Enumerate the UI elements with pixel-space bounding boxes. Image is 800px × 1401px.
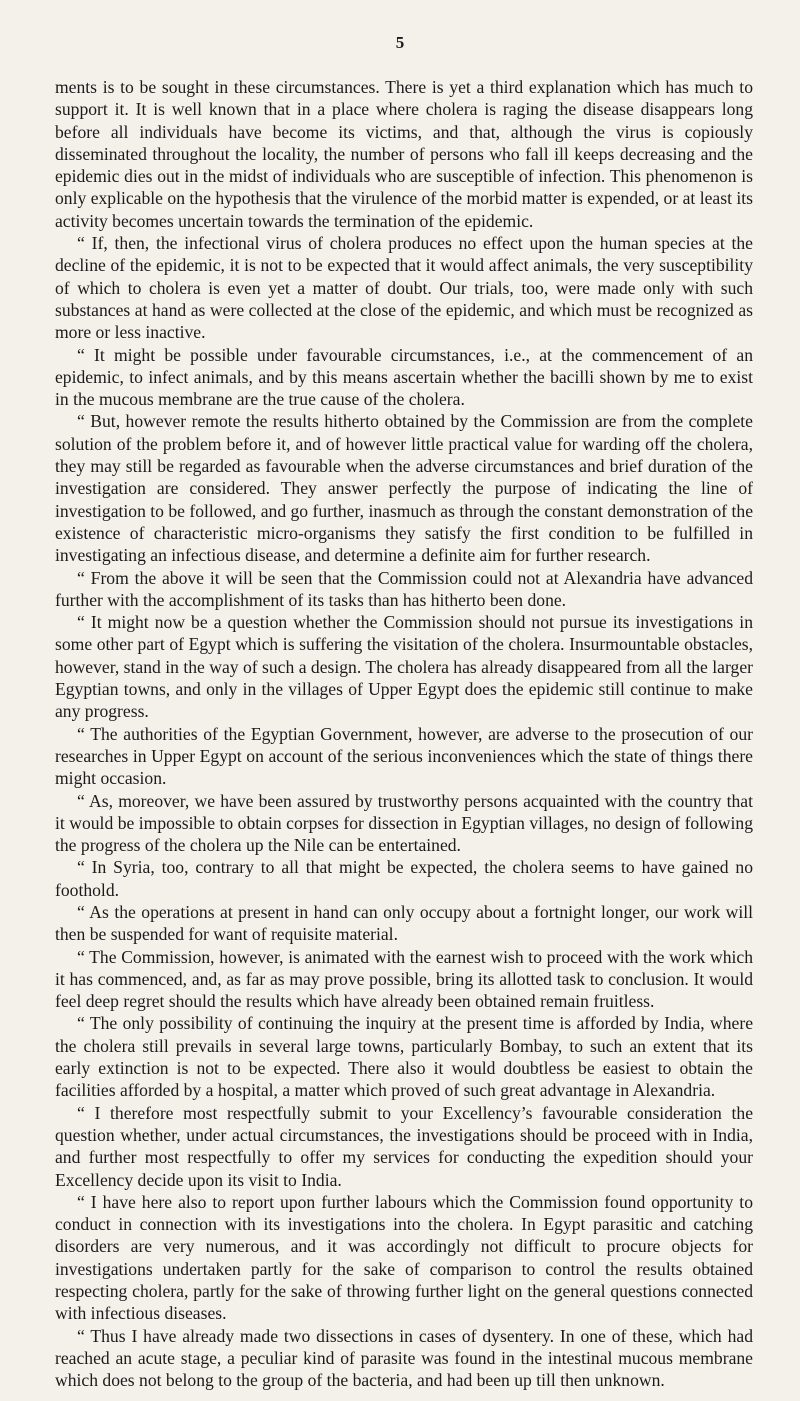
paragraph: “ In Syria, too, contrary to all that might be expected, the cholera seems to have gained no foothold. bbox=[55, 857, 753, 900]
paragraph: ments is to be sought in these circumstances. There is yet a third explanation which has much to support it. It is well known that in a place where cholera is raging the disease disappears long before all individuals have become its victims, and that, although the virus is copiously disseminated throughout the locality, the number of persons who fall ill keeps decreasing and the epidemic dies out in the midst of individuals who are susceptible of infection. This phenomenon is only explicable on the hypothesis that the virulence of the morbid matter is expended, or at least its activity becomes uncertain towards the termination of the epidemic. bbox=[55, 77, 753, 231]
paragraph: “ Thus I have already made two dissections in cases of dysentery. In one of these, which had reached an acute stage, a peculiar kind of parasite was found in the intestinal mucous membrane which does not belong to the group of the bacteria, and had been up till then unknown. bbox=[55, 1325, 753, 1391]
page-number: 5 bbox=[395, 33, 405, 52]
paragraph: “ I therefore most respectfully submit to your Excellency’s favourable consideration the question whether, under actual circumstances, the investigations should be proceed with in India, and further most respectfully to offer my services for conducting the expedition should your Excellency decide upon its visit to India. bbox=[55, 1102, 753, 1190]
paragraph: “ As the operations at present in hand can only occupy about a fortnight longer, our work will then be suspended for want of requisite material. bbox=[55, 901, 753, 945]
body-text bbox=[55, 76, 753, 1392]
paragraph: “ As, moreover, we have been assured by trustworthy persons acquainted with the country that it would be impossible to obtain corpses for dissection in Egyptian villages, no design of following the progress of the cholera up the Nile can be entertained. bbox=[55, 790, 753, 856]
paragraph: “ I have here also to report upon further labours which the Commission found opportunity to conduct in connection with its investigations into the cholera. In Egypt parasitic and catching disorders are very numerous, and it was accordingly not difficult to procure objects for investigations undertaken partly for the sake of comparison to control the results obtained respecting cholera, partly for the sake of throwing further light on the general questions connected with infectious diseases. bbox=[55, 1191, 753, 1324]
paragraph: “ But, however remote the results hitherto obtained by the Commission are from the complete solution of the problem before it, and of however little practical value for warding off the cholera, they may still be regarded as favourable when the adverse circumstances and brief duration of the investigation are considered. They answer perfectly the purpose of indicating the line of investigation to be followed, and go further, inasmuch as through the constant demonstration of the existence of characteristic micro-organisms they satisfy the first condition to be fulfilled in investigating an infectious disease, and determine a definite aim for further research. bbox=[55, 411, 754, 566]
paragraph: “ The authorities of the Egyptian Government, however, are adverse to the prosecution of our researches in Upper Egypt on account of the serious inconveniences which the state of things there might occasion. bbox=[55, 723, 753, 789]
paragraph: “ The Commission, however, is animated with the earnest wish to proceed with the work which it has commenced, and, as far as may prove possible, bring its allotted task to conclusion. It would feel deep regret should the results which have already been obtained remain fruitless. bbox=[55, 946, 753, 1012]
paragraph: “ It might now be a question whether the Commission should not pursue its investigations in some other part of Egypt which is suffering the visitation of the cholera. Insurmountable obstacles, however, stand in the way of such a design. The cholera has already disappeared from all the larger Egyptian towns, and only in the villages of Upper Egypt does the epidemic still continue to make any progress. bbox=[55, 612, 753, 722]
paragraph: “ The only possibility of continuing the inquiry at the present time is afforded by India, where the cholera still prevails in several large towns, particularly Bombay, to such an extent that its early extinction is not to be expected. There also it would doubtless be easiest to obtain the facilities afforded by a hospital, a matter which proved of such great advantage in Alexandria. bbox=[55, 1013, 753, 1101]
paragraph: “ It might be possible under favourable circumstances, i.e., at the commencement of an epidemic, to infect animals, and by this means ascertain whether the bacilli shown by me to exist in the mucous membrane are the true cause of the cholera. bbox=[55, 344, 753, 410]
paragraph: “ From the above it will be seen that the Commission could not at Alexandria have advanced further with the accomplishment of its tasks than has hitherto been done. bbox=[55, 567, 753, 610]
paragraph: “ If, then, the infectional virus of cholera produces no effect upon the human species at the decline of the epidemic, it is not to be expected that it would affect animals, the very susceptibility of which to cholera is even yet a matter of doubt. Our trials, too, were made only with such substances at hand as were collected at the close of the epidemic, and which must be recognized as more or less inactive. bbox=[55, 233, 753, 343]
